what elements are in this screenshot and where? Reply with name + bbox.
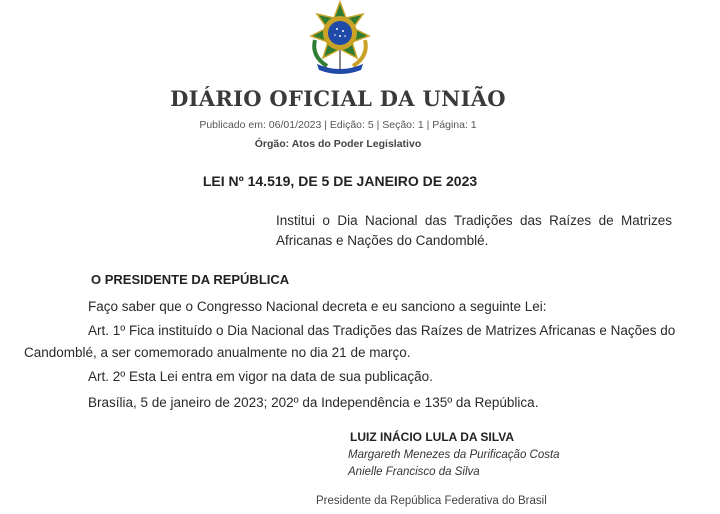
article-1-line-2: Candomblé, a ser comemorado anualmente no dia 21 de março.	[24, 345, 411, 360]
president-heading: O PRESIDENTE DA REPÚBLICA	[91, 272, 290, 287]
law-title: LEI Nº 14.519, DE 5 DE JANEIRO DE 2023	[202, 173, 478, 189]
publication-info: Publicado em: 06/01/2023 | Edição: 5 | Seção: 1 | Página: 1	[199, 119, 477, 131]
law-ementa: Institui o Dia Nacional das Tradições das Raízes de Matrizes Africanas e Nações do Candomblé.	[276, 213, 672, 248]
issuing-organ: Órgão: Atos do Poder Legislativo	[254, 138, 422, 150]
article-2: Art. 2º Esta Lei entra em vigor na data de sua publicação.	[88, 369, 433, 384]
minister-signature-1: Margareth Menezes da Purificação Costa	[348, 449, 560, 461]
minister-signature-2: Anielle Francisco da Silva	[348, 466, 480, 478]
signer-role: Presidente da República Federativa do Brasil	[316, 495, 547, 507]
article-1-line-1: Art. 1º Fica instituído o Dia Nacional das Tradições das Raízes de Matrizes Africanas e Nações do	[88, 323, 676, 338]
signer-name: LUIZ INÁCIO LULA DA SILVA	[350, 430, 514, 444]
place-and-date: Brasília, 5 de janeiro de 2023; 202º da Independência e 135º da República.	[88, 395, 539, 410]
gazette-title: DIÁRIO OFICIAL DA UNIÃO	[170, 86, 506, 111]
enactment-clause: Faço saber que o Congresso Nacional decreta e eu sanciono a seguinte Lei:	[88, 299, 547, 314]
brazil-coat-of-arms-icon	[301, 0, 379, 76]
